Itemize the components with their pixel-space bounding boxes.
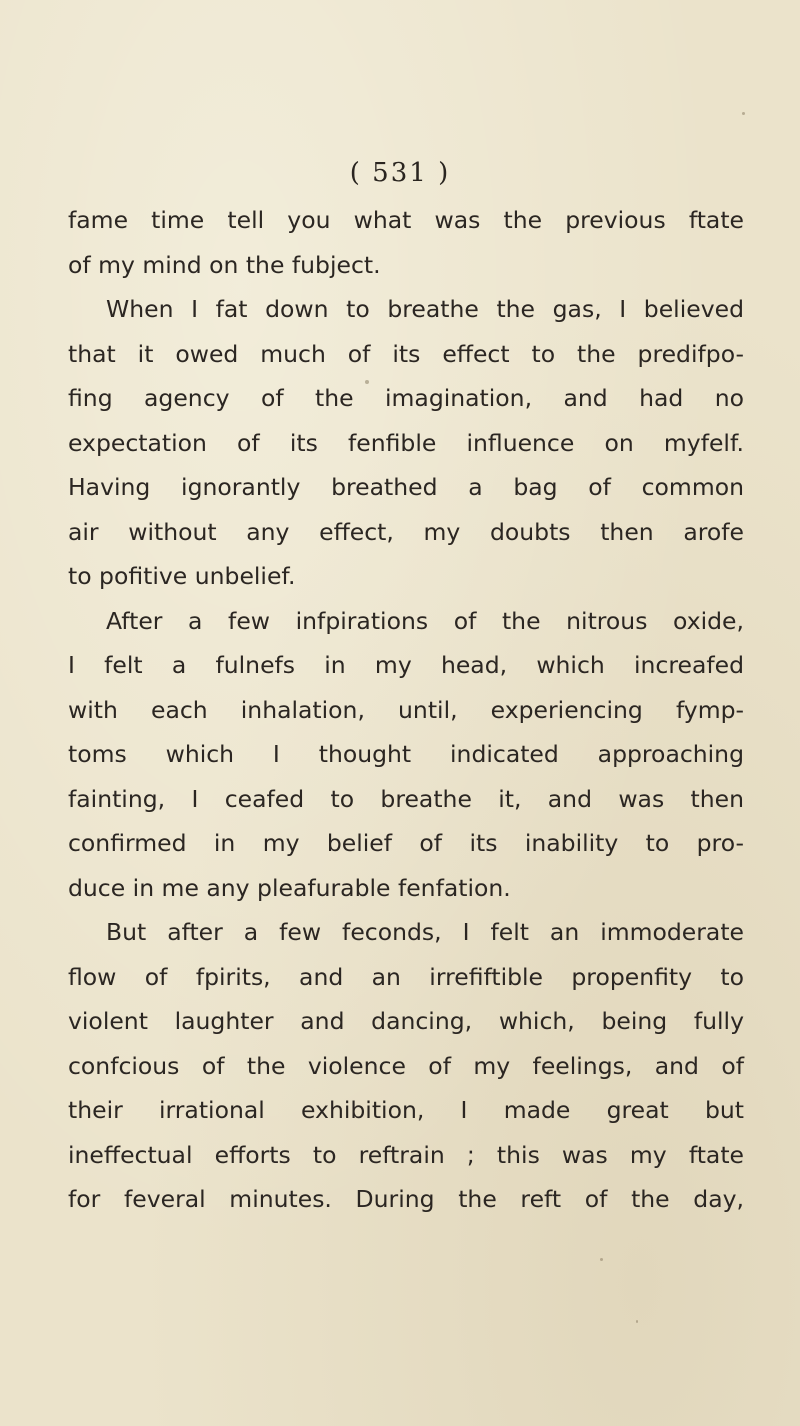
text-line: their irrational exhibition, I made great but xyxy=(68,1096,744,1124)
text-line: that it owed much of its effect to the predifpo- xyxy=(68,339,744,368)
text-line: When I fat down to breathe the gas, I believed xyxy=(106,295,744,323)
text-line: fainting, I ceafed to breathe it, and was then xyxy=(68,784,744,813)
body-text xyxy=(68,198,744,1222)
paper-speck xyxy=(600,1258,603,1261)
text-line: confirmed in my belief of its inability to pro- xyxy=(68,829,744,857)
text-line: fame time tell you what was the previous ftate xyxy=(68,206,744,234)
text-line: confcious of the violence of my feelings, and of xyxy=(68,1051,744,1080)
text-line: expectation of its fenfible influence on myfelf. xyxy=(68,428,744,457)
paper-speck xyxy=(742,112,745,115)
text-line: flow of fpirits, and an irrefiftible propenfity to xyxy=(68,962,744,991)
text-line: fing agency of the imagination, and had no xyxy=(68,384,744,412)
text-line: air without any effect, my doubts then arofe xyxy=(68,517,744,546)
paper-speck xyxy=(365,380,369,384)
text-line: for feveral minutes. During the reft of the day, xyxy=(68,1185,744,1213)
text-line: But after a few feconds, I felt an immoderate xyxy=(106,918,744,946)
text-line: ineffectual efforts to reftrain ; this was my ftate xyxy=(68,1140,744,1169)
text-line: Having ignorantly breathed a bag of common xyxy=(68,473,744,501)
text-line: After a few infpirations of the nitrous oxide, xyxy=(106,606,744,635)
text-line: of my mind on the fubject. xyxy=(68,250,381,279)
text-line: I felt a fulnefs in my head, which increafed xyxy=(68,651,744,679)
paper-speck xyxy=(636,1320,638,1323)
text-line: toms which I thought indicated approaching xyxy=(68,740,744,768)
text-line: duce in me any pleafurable fenfation. xyxy=(68,873,511,902)
text-line: to pofitive unbelief. xyxy=(68,562,296,590)
text-line: with each inhalation, until, experiencing fymp- xyxy=(68,695,744,724)
text-line: violent laughter and dancing, which, being fully xyxy=(68,1007,744,1035)
page-number: ( 531 ) xyxy=(349,158,451,188)
